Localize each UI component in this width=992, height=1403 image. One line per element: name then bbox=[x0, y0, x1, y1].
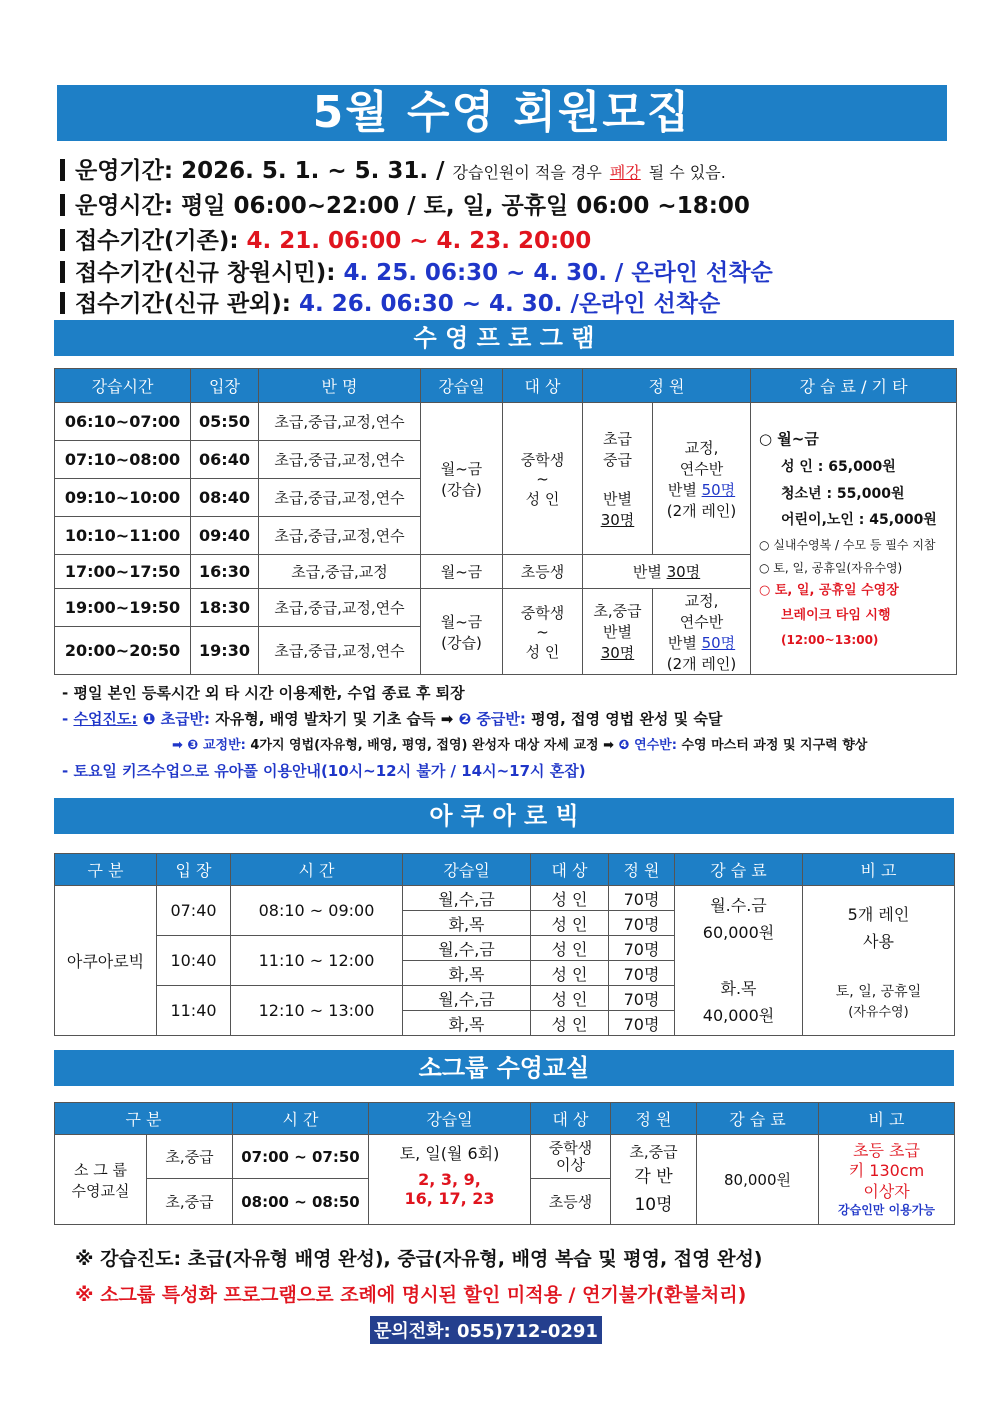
remark-line: 키 130cm bbox=[848, 1161, 925, 1181]
aqua-section-title: 아 쿠 아 로 빅 bbox=[54, 798, 954, 834]
bullet-icon bbox=[60, 194, 65, 216]
info-reg1 bbox=[60, 222, 591, 255]
small-time: 08:00 ~ 08:50 bbox=[233, 1179, 369, 1225]
fee-line: (12:00~13:00) bbox=[781, 632, 879, 647]
slot-time: 11:10 ~ 12:00 bbox=[231, 936, 403, 986]
header-remark: 비 고 bbox=[819, 1103, 955, 1135]
slot-capacity: 70명 bbox=[609, 1011, 675, 1036]
slot-day: 월,수,금 bbox=[403, 936, 531, 961]
table-row bbox=[55, 1135, 955, 1179]
info-period bbox=[60, 152, 726, 185]
row-time: 07:10~08:00 bbox=[55, 441, 191, 479]
header-days: 강습일 bbox=[403, 854, 531, 886]
remark-line: 사용 bbox=[863, 931, 894, 951]
slot-target: 성 인 bbox=[531, 936, 609, 961]
cap-num: 50명 bbox=[701, 480, 736, 499]
small-fee: 80,000원 bbox=[697, 1135, 819, 1225]
capacity-cell bbox=[583, 589, 653, 675]
fee-line: ○ 토, 일, 공휴일(자유수영) bbox=[759, 560, 903, 575]
slot-target: 성 인 bbox=[531, 911, 609, 936]
name-line: 소 그 룹 bbox=[73, 1160, 127, 1179]
remark-line: 5개 레인 bbox=[847, 904, 910, 924]
cap-text: (2개 레인) bbox=[666, 501, 737, 520]
slot-capacity: 70명 bbox=[609, 911, 675, 936]
table-row bbox=[55, 403, 957, 441]
cap-text: 반별 bbox=[603, 489, 632, 508]
slot-target: 성 인 bbox=[531, 1011, 609, 1036]
slot-day: 화,목 bbox=[403, 1011, 531, 1036]
dates-line: 2, 3, 9, bbox=[418, 1170, 481, 1189]
hours-text: 운영시간: 평일 06:00~22:00 / 토, 일, 공휴일 06:00 ~18:00 bbox=[75, 193, 750, 219]
cap-text: 초급 중급 bbox=[603, 429, 632, 469]
slot-target: 성 인 bbox=[531, 886, 609, 911]
footer-discount-note: ※ 소그룹 특성화 프로그램으로 조례에 명시된 할인 미적용 / 연기불가(환불처리) bbox=[75, 1284, 747, 1306]
note-advanced: ❹ 연수반: bbox=[618, 738, 677, 753]
small-level: 초,중급 bbox=[147, 1179, 233, 1225]
header-capacity: 정 원 bbox=[583, 369, 751, 403]
fee-line: 60,000원 bbox=[702, 923, 775, 943]
note-text: 수영 마스터 과정 및 지구력 향상 bbox=[681, 738, 868, 753]
contact-phone: 문의전화: 055)712-0291 bbox=[370, 1316, 602, 1344]
capacity-cell bbox=[583, 403, 653, 555]
header-fee: 강 습 료 / 기 타 bbox=[751, 369, 957, 403]
note-intermediate: ❷ 중급반: bbox=[458, 710, 526, 728]
fee-cell bbox=[751, 403, 957, 675]
small-time: 07:00 ~ 07:50 bbox=[233, 1135, 369, 1179]
small-capacity bbox=[611, 1135, 697, 1225]
header-days: 강습일 bbox=[369, 1103, 531, 1135]
note-beginner: ❶ 초급반: bbox=[142, 710, 211, 728]
row-class: 초급,중급,교정,연수 bbox=[259, 589, 421, 627]
row-entry: 09:40 bbox=[191, 517, 259, 555]
cap-text: 교정, 연수반 반별 bbox=[667, 591, 724, 652]
target-cell: 중학생 ~ 성 인 bbox=[503, 589, 583, 675]
header-capacity: 정 원 bbox=[611, 1103, 697, 1135]
slot-day: 월,수,금 bbox=[403, 986, 531, 1011]
note-progress-label: 수업진도: bbox=[73, 710, 138, 728]
swim-table bbox=[54, 368, 957, 675]
bullet-icon bbox=[60, 229, 65, 251]
row-class: 초급,중급,교정 bbox=[259, 555, 421, 589]
header-entry: 입 장 bbox=[157, 854, 231, 886]
remark-line: 강습인만 이용가능 bbox=[838, 1202, 935, 1217]
fee-line: 화.목 bbox=[720, 978, 757, 998]
reg2-value: 4. 25. 06:30 ~ 4. 30. / 온라인 선착순 bbox=[343, 260, 773, 286]
header-target: 대 상 bbox=[531, 1103, 611, 1135]
note-3 bbox=[172, 734, 867, 753]
note-text: 평영, 접영 영법 완성 및 숙달 bbox=[531, 710, 723, 728]
row-entry: 08:40 bbox=[191, 479, 259, 517]
note-2: - 수업진도: ❶ 초급반: 자유형, 배영 발차기 및 기초 습득 ➡ ❷ 중급반: 평영, 접영 영법 완성 및 숙달 bbox=[62, 710, 723, 728]
bullet-icon bbox=[60, 159, 65, 181]
small-section-title: 소그룹 수영교실 bbox=[54, 1050, 954, 1086]
reg2-label: 접수기간(신규 창원시민): bbox=[75, 260, 336, 286]
header-days: 강습일 bbox=[421, 369, 503, 403]
target-cell: 초등생 bbox=[503, 555, 583, 589]
small-days bbox=[369, 1135, 531, 1225]
period-note-end: 될 수 있음. bbox=[648, 163, 726, 182]
slot-capacity: 70명 bbox=[609, 986, 675, 1011]
period-text: 운영기간: 2026. 5. 1. ~ 5. 31. / bbox=[75, 158, 445, 184]
slot-day: 화,목 bbox=[403, 911, 531, 936]
header-time: 시 간 bbox=[233, 1103, 369, 1135]
slot-entry: 10:40 bbox=[157, 936, 231, 986]
cap-text: (2개 레인) bbox=[666, 654, 737, 673]
bullet-icon bbox=[60, 261, 65, 283]
header-time: 시 간 bbox=[231, 854, 403, 886]
remark-line: 토, 일, 공휴일 bbox=[835, 983, 922, 1000]
period-note: 강습인원이 적을 경우 bbox=[452, 163, 602, 182]
swim-section-title: 수 영 프 로 그 램 bbox=[54, 320, 954, 356]
row-class: 초급,중급,교정,연수 bbox=[259, 441, 421, 479]
row-entry: 05:50 bbox=[191, 403, 259, 441]
cap-line: 각 반 bbox=[634, 1167, 673, 1188]
small-target: 중학생 이상 bbox=[531, 1135, 611, 1179]
reg1-value: 4. 21. 06:00 ~ 4. 23. 20:00 bbox=[246, 228, 592, 254]
row-entry: 16:30 bbox=[191, 555, 259, 589]
header-target: 대 상 bbox=[531, 854, 609, 886]
cap-text: 반별 bbox=[632, 563, 662, 581]
table-row bbox=[55, 886, 955, 911]
fee-line: 청소년 : 55,000원 bbox=[781, 485, 905, 502]
info-hours bbox=[60, 187, 750, 220]
aqua-table bbox=[54, 853, 955, 1036]
row-entry: 18:30 bbox=[191, 589, 259, 627]
remark-line: (자유수영) bbox=[848, 1004, 909, 1020]
period-note-red: 폐강 bbox=[609, 163, 641, 182]
header-time: 강습시간 bbox=[55, 369, 191, 403]
header-remark: 비 고 bbox=[803, 854, 955, 886]
fee-line: 성 인 : 65,000원 bbox=[781, 458, 896, 475]
fee-line: 브레이크 타임 시행 bbox=[781, 608, 891, 624]
aqua-remark bbox=[803, 886, 955, 1036]
row-entry: 06:40 bbox=[191, 441, 259, 479]
cap-num: 30명 bbox=[666, 563, 701, 581]
target-cell: 중학생 ~ 성 인 bbox=[503, 403, 583, 555]
days-cell: 월~금 bbox=[421, 555, 503, 589]
cap-line: 10명 bbox=[634, 1194, 673, 1215]
aqua-fee bbox=[675, 886, 803, 1036]
note-4: - 토요일 키즈수업으로 유아풀 이용안내(10시~12시 불가 / 14시~17시 혼잡) bbox=[62, 762, 586, 780]
bullet-icon bbox=[60, 292, 65, 314]
fee-line: ○ 실내수영복 / 수모 등 필수 지참 bbox=[759, 537, 936, 552]
cap-line: 초,중급 bbox=[629, 1143, 678, 1162]
aqua-name: 아쿠아로빅 bbox=[55, 886, 157, 1036]
reg3-label: 접수기간(신규 관외): bbox=[75, 291, 291, 317]
days-line: 토, 일(월 6회) bbox=[399, 1144, 500, 1163]
header-target: 대 상 bbox=[503, 369, 583, 403]
footer-progress-note: ※ 강습진도: 초급(자유형 배영 완성), 중급(자유형, 배영 복습 및 평영, 접영 완성) bbox=[75, 1248, 763, 1270]
slot-time: 12:10 ~ 13:00 bbox=[231, 986, 403, 1036]
slot-time: 08:10 ~ 09:00 bbox=[231, 886, 403, 936]
header-fee: 강 습 료 bbox=[697, 1103, 819, 1135]
cap-text: 교정, 연수반 반별 bbox=[667, 438, 724, 499]
row-class: 초급,중급,교정,연수 bbox=[259, 403, 421, 441]
slot-capacity: 70명 bbox=[609, 936, 675, 961]
row-time: 06:10~07:00 bbox=[55, 403, 191, 441]
reg1-label: 접수기간(기존): bbox=[75, 228, 239, 254]
remark-line: 초등 초급 bbox=[853, 1140, 920, 1160]
cap-text: 초,중급 반별 bbox=[593, 602, 642, 641]
slot-target: 성 인 bbox=[531, 986, 609, 1011]
note-text: 자유형, 배영 발차기 및 기초 습득 ➡ bbox=[215, 710, 459, 728]
row-time: 19:00~19:50 bbox=[55, 589, 191, 627]
capacity-cell bbox=[583, 555, 751, 589]
info-reg2 bbox=[60, 254, 773, 287]
header-fee: 강 습 료 bbox=[675, 854, 803, 886]
fee-line: 40,000원 bbox=[702, 1005, 775, 1025]
fee-line: ○ 월~금 bbox=[759, 430, 819, 449]
header-category: 구 분 bbox=[55, 1103, 233, 1135]
fee-line: 어린이,노인 : 45,000원 bbox=[781, 512, 937, 529]
header-capacity: 정 원 bbox=[609, 854, 675, 886]
header-class: 반 명 bbox=[259, 369, 421, 403]
note-text: 4가지 영법(자유형, 배영, 평영, 접영) 완성자 대상 자세 교정 ➡ bbox=[250, 738, 619, 753]
row-class: 초급,중급,교정,연수 bbox=[259, 627, 421, 675]
slot-capacity: 70명 bbox=[609, 961, 675, 986]
note-1: - 평일 본인 등록시간 외 타 시간 이용제한, 수업 종료 후 퇴장 bbox=[62, 684, 465, 702]
row-time: 17:00~17:50 bbox=[55, 555, 191, 589]
small-target: 초등생 bbox=[531, 1179, 611, 1225]
days-cell: 월~금 (강습) bbox=[421, 589, 503, 675]
row-time: 20:00~20:50 bbox=[55, 627, 191, 675]
small-group-table bbox=[54, 1102, 955, 1225]
days-cell: 월~금 (강습) bbox=[421, 403, 503, 555]
row-entry: 19:30 bbox=[191, 627, 259, 675]
dates-line: 16, 17, 23 bbox=[404, 1189, 495, 1208]
reg3-value: 4. 26. 06:30 ~ 4. 30. /온라인 선착순 bbox=[299, 291, 721, 317]
cap-num: 30명 bbox=[600, 510, 635, 529]
fee-line: ○ 토, 일, 공휴일 수영장 bbox=[759, 583, 899, 599]
cap-num: 30명 bbox=[600, 644, 635, 662]
slot-day: 월,수,금 bbox=[403, 886, 531, 911]
slot-capacity: 70명 bbox=[609, 886, 675, 911]
remark-line: 이상자 bbox=[863, 1182, 910, 1202]
cap-num: 50명 bbox=[701, 633, 736, 652]
row-class: 초급,중급,교정,연수 bbox=[259, 479, 421, 517]
slot-entry: 07:40 bbox=[157, 886, 231, 936]
small-name bbox=[55, 1135, 147, 1225]
note-correction: ➡ ❸ 교정반: bbox=[172, 738, 246, 753]
capacity-cell bbox=[653, 403, 751, 555]
capacity-cell bbox=[653, 589, 751, 675]
row-time: 10:10~11:00 bbox=[55, 517, 191, 555]
page-title: 5월 수영 회원모집 bbox=[57, 85, 947, 141]
slot-day: 화,목 bbox=[403, 961, 531, 986]
row-time: 09:10~10:00 bbox=[55, 479, 191, 517]
header-entry: 입장 bbox=[191, 369, 259, 403]
info-reg3 bbox=[60, 285, 720, 318]
slot-target: 성 인 bbox=[531, 961, 609, 986]
row-class: 초급,중급,교정,연수 bbox=[259, 517, 421, 555]
small-level: 초,중급 bbox=[147, 1135, 233, 1179]
name-line: 수영교실 bbox=[71, 1181, 130, 1200]
slot-entry: 11:40 bbox=[157, 986, 231, 1036]
small-remark bbox=[819, 1135, 955, 1225]
fee-line: 월.수.금 bbox=[710, 896, 767, 916]
header-category: 구 분 bbox=[55, 854, 157, 886]
